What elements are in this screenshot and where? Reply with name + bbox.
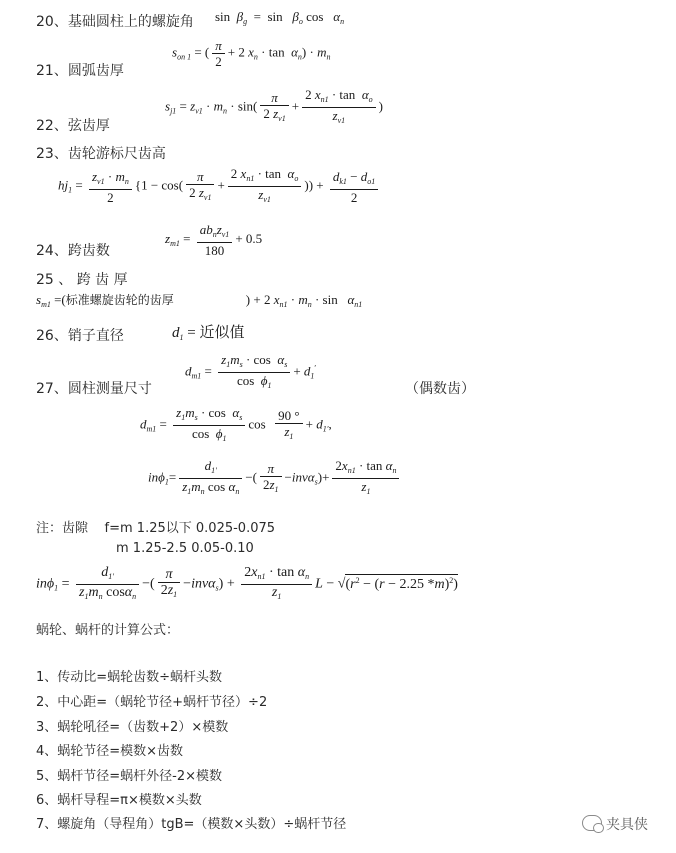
note-value-1: f=m 1.25以下 0.025-0.075 <box>104 521 276 536</box>
formula-27c: inϕ$_1$= $\frac{d_{1'}}{z_1m_n \cos \alpha_n}$ −( $\frac{\pi}{2z_1}$ −invα$_s$)+ $\frac{2x_{n1} \cdot \tan \alpha_n}{z_1}$ <box>148 458 402 499</box>
formula-23-cos: cos( <box>161 177 184 193</box>
formula-25-text: 标准螺旋齿轮的齿厚 <box>65 293 174 307</box>
formula-20: $\sin \beta_g = \sin \beta_o$ $\cos \alpha_n$ <box>215 9 345 26</box>
formula-27b: $d_{m1}$ = $\frac{z_1m_s \cdot \cos \alpha_s}{\cos \phi_1}$ cos $\frac{90 ^\circ}{z_1}$ + $d_{1'}$, <box>140 405 332 443</box>
worm-item-4: 4、蜗轮节径=模数×齿数 <box>36 744 184 759</box>
formula-23: $hj_1$ = $\frac{z_{v1} \cdot m_n}{2}$ {1 − cos( $\frac{\pi}{2 z_{v1}}$ + $\frac{2 x_{n1} \cdot \tan \alpha_o}{z_{v1}}$ )) + $\frac{d_{k1} - d_{o1}}{2}$ <box>58 166 381 207</box>
formula-24-const: + 0.5 <box>235 230 263 246</box>
formula-26: $d_1$ = 近似值 <box>172 323 245 342</box>
wechat-icon <box>582 815 602 831</box>
formula-21: $s_{on 1}$ = ( $\frac{\pi}{2}$ + 2 $x_n \cdot \tan \alpha_n) \cdot m_n$ <box>172 38 331 69</box>
formula-26-value: 近似值 <box>199 323 245 341</box>
item-26-label: 26、销子直径 <box>36 328 124 344</box>
item-25-label: 25 、 跨 齿 厚 <box>36 272 128 288</box>
item-24-label: 24、跨齿数 <box>36 243 110 259</box>
item-22-label: 22、弦齿厚 <box>36 118 110 134</box>
worm-item-7: 7、螺旋角（导程角）tgB=（模数×头数）÷蜗杆节径 <box>36 817 347 832</box>
formula-main: inϕ$_1$ = $\frac{d_{1'}}{z_1m_n \cos\alpha_n}$ −( $\frac{\pi}{2z_1}$ −invα$_s$) + $\frac{2x_{n1} \cdot \tan \alpha_n}{z_1}$ $L - √(r^2 - (r - 2.25$ *m)$^2$) <box>36 565 458 601</box>
formula-22: $s_{j1} = z_{v1} \cdot m_n \cdot \sin$( $\frac{\pi}{2 z_{v1}}$ + $\frac{2 x_{n1} \cdot \tan \alpha_o}{z_{v1}}$ ) <box>165 87 383 125</box>
watermark-text: 夹具侠 <box>606 817 648 833</box>
worm-item-1: 1、传动比=蜗轮齿数÷蜗杆头数 <box>36 670 223 685</box>
note-line-2: m 1.25-2.5 0.05-0.10 <box>116 541 254 556</box>
note-label: 注：齿隙 <box>36 521 89 536</box>
worm-item-6: 6、蜗杆导程=π×模数×头数 <box>36 793 202 808</box>
item-23-label: 23、齿轮游标尺齿高 <box>36 146 166 162</box>
item-27-note: （偶数齿） <box>405 381 475 397</box>
formula-25: $s_{m1}$ =(标准螺旋齿轮的齿厚 ) + 2 $x_{n1} \cdot m_n \cdot \sin \alpha_{n1}$ <box>36 292 363 309</box>
worm-item-2: 2、中心距=（蜗轮节径+蜗杆节径）÷2 <box>36 695 268 710</box>
item-20-label: 20、基础圆柱上的螺旋角 <box>36 14 194 30</box>
worm-item-5: 5、蜗杆节径=蜗杆外径-2×模数 <box>36 769 223 784</box>
formula-27a: $d_{m1}$ = $\frac{z_1m_s \cdot \cos \alpha_s}{\cos \phi_1}$ + $d_1'$ <box>185 352 317 390</box>
worm-item-3: 3、蜗轮吼径=（齿数+2）×模数 <box>36 720 229 735</box>
item-27-label: 27、圆柱测量尺寸 <box>36 381 152 397</box>
note-line-1 <box>36 517 275 536</box>
item-21-label: 21、圆弧齿厚 <box>36 63 124 79</box>
worm-title: 蜗轮、蜗杆的计算公式： <box>36 623 180 638</box>
formula-24: $z_{m1}$ = $\frac{ab_nz_{v1}}{180}$ + 0.5 <box>165 222 263 258</box>
watermark <box>582 814 648 834</box>
